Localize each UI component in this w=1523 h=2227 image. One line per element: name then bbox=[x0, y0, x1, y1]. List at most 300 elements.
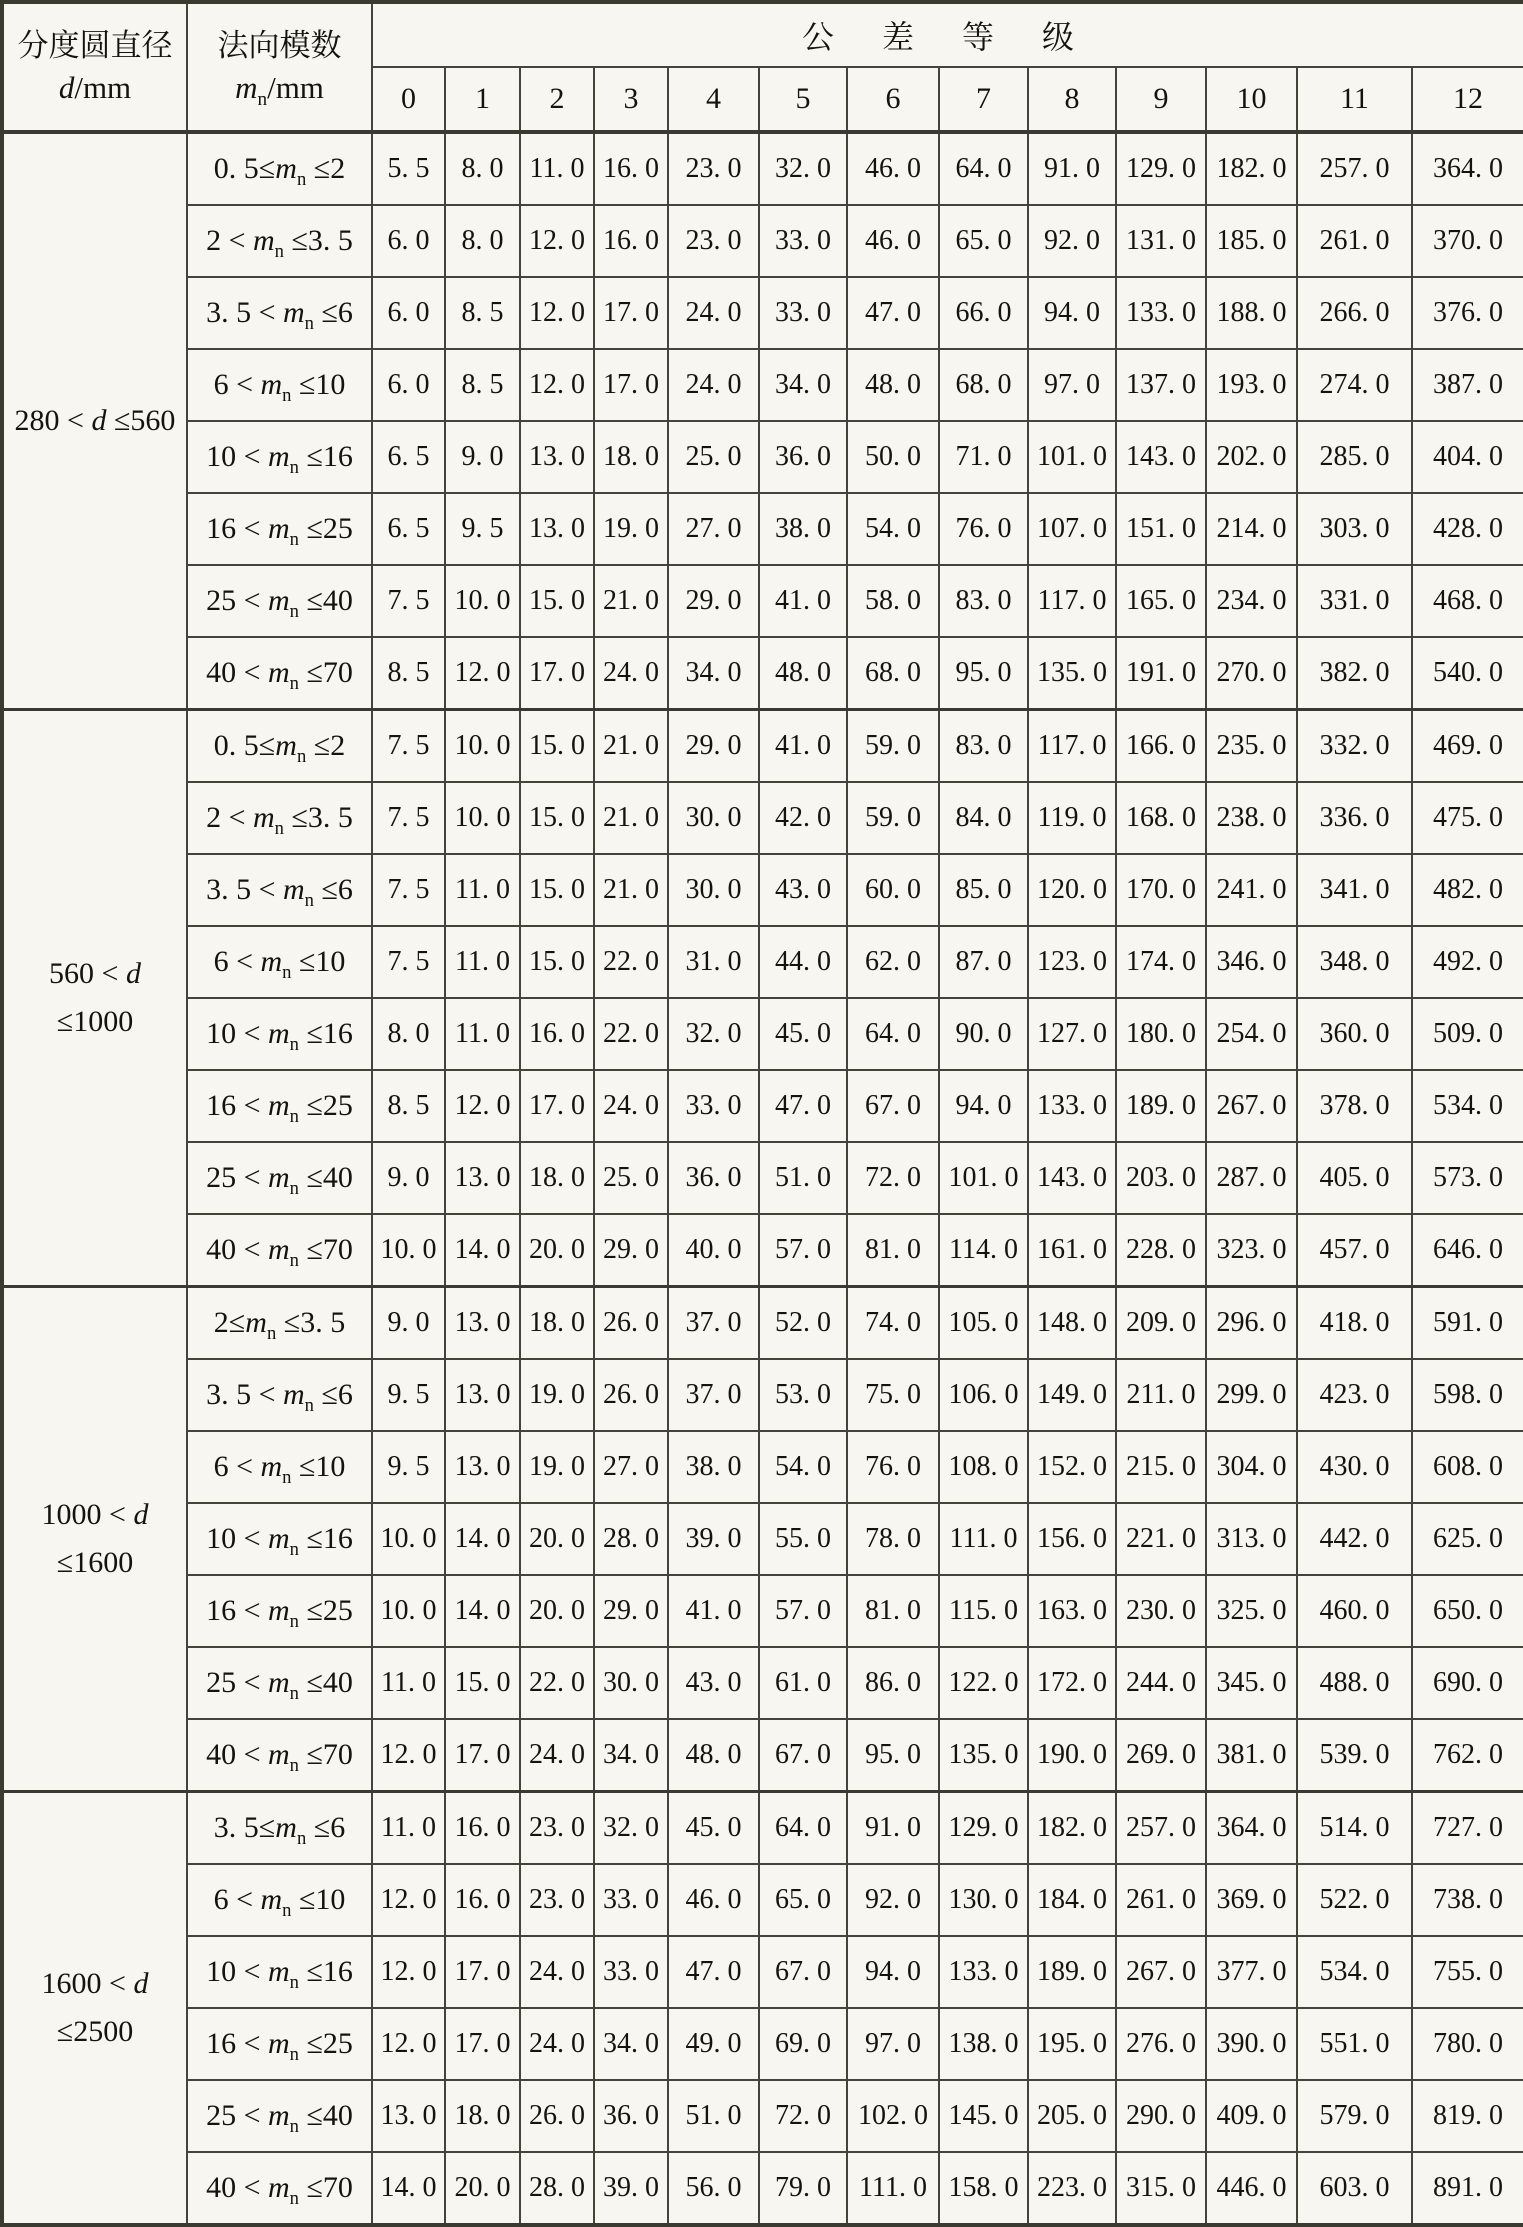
value-cell: 145. 0 bbox=[939, 2080, 1028, 2152]
module-range-label: $10 < m_n \le 16$ bbox=[187, 1503, 372, 1575]
value-cell: 25. 0 bbox=[594, 1142, 668, 1214]
value-cell: 20. 0 bbox=[520, 1214, 594, 1287]
value-cell: 24. 0 bbox=[520, 1719, 594, 1792]
value-cell: 151. 0 bbox=[1116, 493, 1206, 565]
value-cell: 180. 0 bbox=[1116, 998, 1206, 1070]
grade-col-header: 2 bbox=[520, 67, 594, 132]
value-cell: 195. 0 bbox=[1028, 2008, 1116, 2080]
value-cell: 287. 0 bbox=[1206, 1142, 1297, 1214]
value-cell: 11. 0 bbox=[372, 1647, 445, 1719]
value-cell: 10. 0 bbox=[372, 1503, 445, 1575]
value-cell: 332. 0 bbox=[1297, 710, 1412, 783]
value-cell: 127. 0 bbox=[1028, 998, 1116, 1070]
value-cell: 274. 0 bbox=[1297, 349, 1412, 421]
value-cell: 81. 0 bbox=[847, 1214, 939, 1287]
value-cell: 223. 0 bbox=[1028, 2152, 1116, 2225]
value-cell: 14. 0 bbox=[445, 1575, 520, 1647]
table-row bbox=[2, 493, 1523, 565]
module-range-label: $2 < m_n \le 3$. 5 bbox=[187, 205, 372, 277]
value-cell: 26. 0 bbox=[594, 1359, 668, 1431]
value-cell: 120. 0 bbox=[1028, 854, 1116, 926]
value-cell: 738. 0 bbox=[1412, 1864, 1523, 1936]
value-cell: 15. 0 bbox=[520, 710, 594, 783]
value-cell: 45. 0 bbox=[759, 998, 847, 1070]
value-cell: 24. 0 bbox=[594, 637, 668, 710]
value-cell: 650. 0 bbox=[1412, 1575, 1523, 1647]
value-cell: 285. 0 bbox=[1297, 421, 1412, 493]
value-cell: 727. 0 bbox=[1412, 1792, 1523, 1865]
value-cell: 17. 0 bbox=[445, 1719, 520, 1792]
value-cell: 123. 0 bbox=[1028, 926, 1116, 998]
value-cell: 418. 0 bbox=[1297, 1287, 1412, 1360]
value-cell: 47. 0 bbox=[759, 1070, 847, 1142]
value-cell: 46. 0 bbox=[847, 132, 939, 205]
value-cell: 39. 0 bbox=[594, 2152, 668, 2225]
value-cell: 364. 0 bbox=[1412, 132, 1523, 205]
value-cell: 47. 0 bbox=[847, 277, 939, 349]
value-cell: 323. 0 bbox=[1206, 1214, 1297, 1287]
value-cell: 303. 0 bbox=[1297, 493, 1412, 565]
value-cell: 59. 0 bbox=[847, 710, 939, 783]
value-cell: 67. 0 bbox=[847, 1070, 939, 1142]
value-cell: 129. 0 bbox=[1116, 132, 1206, 205]
value-cell: 18. 0 bbox=[520, 1287, 594, 1360]
value-cell: 152. 0 bbox=[1028, 1431, 1116, 1503]
value-cell: 18. 0 bbox=[520, 1142, 594, 1214]
value-cell: 143. 0 bbox=[1116, 421, 1206, 493]
value-cell: 257. 0 bbox=[1297, 132, 1412, 205]
value-cell: 42. 0 bbox=[759, 782, 847, 854]
value-cell: 83. 0 bbox=[939, 565, 1028, 637]
value-cell: 299. 0 bbox=[1206, 1359, 1297, 1431]
value-cell: 166. 0 bbox=[1116, 710, 1206, 783]
value-cell: 267. 0 bbox=[1206, 1070, 1297, 1142]
value-cell: 266. 0 bbox=[1297, 277, 1412, 349]
value-cell: 522. 0 bbox=[1297, 1864, 1412, 1936]
grade-col-header: 12 bbox=[1412, 67, 1523, 132]
value-cell: 29. 0 bbox=[668, 565, 759, 637]
value-cell: 13. 0 bbox=[445, 1142, 520, 1214]
value-cell: 20. 0 bbox=[520, 1575, 594, 1647]
grade-col-header: 4 bbox=[668, 67, 759, 132]
module-header-title: 法向模数 bbox=[217, 28, 342, 64]
table-row bbox=[2, 854, 1523, 926]
value-cell: 101. 0 bbox=[939, 1142, 1028, 1214]
value-cell: 12. 0 bbox=[372, 1936, 445, 2008]
value-cell: 10. 0 bbox=[445, 782, 520, 854]
value-cell: 228. 0 bbox=[1116, 1214, 1206, 1287]
value-cell: 261. 0 bbox=[1297, 205, 1412, 277]
value-cell: 215. 0 bbox=[1116, 1431, 1206, 1503]
value-cell: 8. 5 bbox=[445, 349, 520, 421]
value-cell: 32. 0 bbox=[668, 998, 759, 1070]
value-cell: 34. 0 bbox=[668, 637, 759, 710]
table-row bbox=[2, 710, 1523, 783]
value-cell: 91. 0 bbox=[847, 1792, 939, 1865]
value-cell: 690. 0 bbox=[1412, 1647, 1523, 1719]
value-cell: 296. 0 bbox=[1206, 1287, 1297, 1360]
value-cell: 423. 0 bbox=[1297, 1359, 1412, 1431]
value-cell: 9. 0 bbox=[372, 1287, 445, 1360]
value-cell: 482. 0 bbox=[1412, 854, 1523, 926]
value-cell: 457. 0 bbox=[1297, 1214, 1412, 1287]
value-cell: 168. 0 bbox=[1116, 782, 1206, 854]
value-cell: 23. 0 bbox=[520, 1792, 594, 1865]
value-cell: 780. 0 bbox=[1412, 2008, 1523, 2080]
value-cell: 221. 0 bbox=[1116, 1503, 1206, 1575]
value-cell: 19. 0 bbox=[594, 493, 668, 565]
value-cell: 202. 0 bbox=[1206, 421, 1297, 493]
value-cell: 405. 0 bbox=[1297, 1142, 1412, 1214]
value-cell: 69. 0 bbox=[759, 2008, 847, 2080]
value-cell: 156. 0 bbox=[1028, 1503, 1116, 1575]
value-cell: 190. 0 bbox=[1028, 1719, 1116, 1792]
value-cell: 14. 0 bbox=[372, 2152, 445, 2225]
value-cell: 539. 0 bbox=[1297, 1719, 1412, 1792]
value-cell: 17. 0 bbox=[520, 637, 594, 710]
value-cell: 23. 0 bbox=[520, 1864, 594, 1936]
value-cell: 269. 0 bbox=[1116, 1719, 1206, 1792]
table-row bbox=[2, 782, 1523, 854]
value-cell: 460. 0 bbox=[1297, 1575, 1412, 1647]
value-cell: 244. 0 bbox=[1116, 1647, 1206, 1719]
value-cell: 377. 0 bbox=[1206, 1936, 1297, 2008]
table-row bbox=[2, 2008, 1523, 2080]
value-cell: 56. 0 bbox=[668, 2152, 759, 2225]
value-cell: 76. 0 bbox=[939, 493, 1028, 565]
value-cell: 64. 0 bbox=[759, 1792, 847, 1865]
table-row bbox=[2, 349, 1523, 421]
value-cell: 12. 0 bbox=[372, 1864, 445, 1936]
value-cell: 509. 0 bbox=[1412, 998, 1523, 1070]
module-column-header bbox=[187, 2, 372, 132]
value-cell: 133. 0 bbox=[939, 1936, 1028, 2008]
value-cell: 48. 0 bbox=[668, 1719, 759, 1792]
table-row bbox=[2, 132, 1523, 205]
value-cell: 15. 0 bbox=[520, 565, 594, 637]
value-cell: 446. 0 bbox=[1206, 2152, 1297, 2225]
value-cell: 119. 0 bbox=[1028, 782, 1116, 854]
diameter-group-label: 560 < d ≤1000 bbox=[2, 710, 187, 1287]
value-cell: 762. 0 bbox=[1412, 1719, 1523, 1792]
value-cell: 76. 0 bbox=[847, 1431, 939, 1503]
table-row bbox=[2, 1214, 1523, 1287]
table-header bbox=[2, 2, 1523, 132]
grade-col-header: 6 bbox=[847, 67, 939, 132]
value-cell: 31. 0 bbox=[668, 926, 759, 998]
table-row bbox=[2, 1070, 1523, 1142]
value-cell: 59. 0 bbox=[847, 782, 939, 854]
value-cell: 36. 0 bbox=[759, 421, 847, 493]
value-cell: 117. 0 bbox=[1028, 565, 1116, 637]
value-cell: 163. 0 bbox=[1028, 1575, 1116, 1647]
table-row bbox=[2, 277, 1523, 349]
value-cell: 107. 0 bbox=[1028, 493, 1116, 565]
table-row bbox=[2, 205, 1523, 277]
value-cell: 241. 0 bbox=[1206, 854, 1297, 926]
value-cell: 625. 0 bbox=[1412, 1503, 1523, 1575]
value-cell: 591. 0 bbox=[1412, 1287, 1523, 1360]
grade-header: 公 差 等 级 bbox=[372, 2, 1523, 67]
table-row bbox=[2, 1936, 1523, 2008]
value-cell: 94. 0 bbox=[847, 1936, 939, 2008]
table-row bbox=[2, 998, 1523, 1070]
value-cell: 72. 0 bbox=[759, 2080, 847, 2152]
table-row bbox=[2, 1359, 1523, 1431]
value-cell: 94. 0 bbox=[1028, 277, 1116, 349]
value-cell: 165. 0 bbox=[1116, 565, 1206, 637]
value-cell: 111. 0 bbox=[939, 1503, 1028, 1575]
value-cell: 10. 0 bbox=[445, 565, 520, 637]
value-cell: 55. 0 bbox=[759, 1503, 847, 1575]
value-cell: 22. 0 bbox=[594, 926, 668, 998]
value-cell: 409. 0 bbox=[1206, 2080, 1297, 2152]
table-row bbox=[2, 1575, 1523, 1647]
module-range-label: 3. $5\le m_n \le 6$ bbox=[187, 1792, 372, 1865]
module-range-label: 0. $5\le m_n \le 2$ bbox=[187, 710, 372, 783]
value-cell: 540. 0 bbox=[1412, 637, 1523, 710]
value-cell: 48. 0 bbox=[759, 637, 847, 710]
value-cell: 182. 0 bbox=[1206, 132, 1297, 205]
value-cell: 341. 0 bbox=[1297, 854, 1412, 926]
table-row bbox=[2, 1287, 1523, 1360]
value-cell: 234. 0 bbox=[1206, 565, 1297, 637]
value-cell: 106. 0 bbox=[939, 1359, 1028, 1431]
value-cell: 68. 0 bbox=[847, 637, 939, 710]
value-cell: 6. 5 bbox=[372, 493, 445, 565]
value-cell: 97. 0 bbox=[1028, 349, 1116, 421]
value-cell: 68. 0 bbox=[939, 349, 1028, 421]
value-cell: 430. 0 bbox=[1297, 1431, 1412, 1503]
value-cell: 10. 0 bbox=[372, 1575, 445, 1647]
value-cell: 404. 0 bbox=[1412, 421, 1523, 493]
value-cell: 83. 0 bbox=[939, 710, 1028, 783]
module-range-label: $40 < m_n \le 70$ bbox=[187, 1214, 372, 1287]
diameter-group-label: 280 < d ≤560 bbox=[2, 132, 187, 710]
value-cell: 74. 0 bbox=[847, 1287, 939, 1360]
table-row bbox=[2, 2080, 1523, 2152]
value-cell: 364. 0 bbox=[1206, 1792, 1297, 1865]
value-cell: 12. 0 bbox=[520, 205, 594, 277]
value-cell: 129. 0 bbox=[939, 1792, 1028, 1865]
value-cell: 9. 5 bbox=[372, 1431, 445, 1503]
value-cell: 22. 0 bbox=[594, 998, 668, 1070]
grade-col-header: 10 bbox=[1206, 67, 1297, 132]
value-cell: 214. 0 bbox=[1206, 493, 1297, 565]
value-cell: 9. 5 bbox=[445, 493, 520, 565]
table-row bbox=[2, 421, 1523, 493]
value-cell: 49. 0 bbox=[668, 2008, 759, 2080]
value-cell: 24. 0 bbox=[520, 2008, 594, 2080]
value-cell: 41. 0 bbox=[759, 710, 847, 783]
value-cell: 135. 0 bbox=[939, 1719, 1028, 1792]
value-cell: 25. 0 bbox=[668, 421, 759, 493]
value-cell: 71. 0 bbox=[939, 421, 1028, 493]
value-cell: 376. 0 bbox=[1412, 277, 1523, 349]
value-cell: 8. 5 bbox=[372, 1070, 445, 1142]
value-cell: 209. 0 bbox=[1116, 1287, 1206, 1360]
module-range-label: $16 < m_n \le 25$ bbox=[187, 2008, 372, 2080]
value-cell: 174. 0 bbox=[1116, 926, 1206, 998]
module-range-label: $16 < m_n \le 25$ bbox=[187, 1575, 372, 1647]
value-cell: 313. 0 bbox=[1206, 1503, 1297, 1575]
value-cell: 8. 5 bbox=[445, 277, 520, 349]
value-cell: 492. 0 bbox=[1412, 926, 1523, 998]
table-row bbox=[2, 1864, 1523, 1936]
value-cell: 16. 0 bbox=[594, 205, 668, 277]
value-cell: 7. 5 bbox=[372, 565, 445, 637]
value-cell: 270. 0 bbox=[1206, 637, 1297, 710]
value-cell: 11. 0 bbox=[372, 1792, 445, 1865]
value-cell: 19. 0 bbox=[520, 1431, 594, 1503]
value-cell: 257. 0 bbox=[1116, 1792, 1206, 1865]
value-cell: 390. 0 bbox=[1206, 2008, 1297, 2080]
value-cell: 12. 0 bbox=[520, 277, 594, 349]
value-cell: 57. 0 bbox=[759, 1575, 847, 1647]
value-cell: 47. 0 bbox=[668, 1936, 759, 2008]
value-cell: 34. 0 bbox=[594, 1719, 668, 1792]
diameter-group-label: 1000 < d ≤1600 bbox=[2, 1287, 187, 1792]
value-cell: 891. 0 bbox=[1412, 2152, 1523, 2225]
value-cell: 170. 0 bbox=[1116, 854, 1206, 926]
module-range-label: $25 < m_n \le 40$ bbox=[187, 1142, 372, 1214]
value-cell: 469. 0 bbox=[1412, 710, 1523, 783]
value-cell: 27. 0 bbox=[594, 1431, 668, 1503]
value-cell: 18. 0 bbox=[594, 421, 668, 493]
value-cell: 7. 5 bbox=[372, 854, 445, 926]
module-range-label: $40 < m_n \le 70$ bbox=[187, 2152, 372, 2225]
value-cell: 33. 0 bbox=[594, 1936, 668, 2008]
value-cell: 133. 0 bbox=[1116, 277, 1206, 349]
value-cell: 22. 0 bbox=[520, 1647, 594, 1719]
value-cell: 11. 0 bbox=[445, 926, 520, 998]
value-cell: 16. 0 bbox=[520, 998, 594, 1070]
module-range-label: $40 < m_n \le 70$ bbox=[187, 1719, 372, 1792]
value-cell: 172. 0 bbox=[1028, 1647, 1116, 1719]
value-cell: 188. 0 bbox=[1206, 277, 1297, 349]
value-cell: 28. 0 bbox=[594, 1503, 668, 1575]
module-header-unit: $m_n/mm$ bbox=[235, 70, 324, 111]
value-cell: 6. 5 bbox=[372, 421, 445, 493]
module-range-label: 3. $5 < m_n \le 6$ bbox=[187, 1359, 372, 1431]
diameter-column-header bbox=[2, 2, 187, 132]
value-cell: 41. 0 bbox=[668, 1575, 759, 1647]
value-cell: 52. 0 bbox=[759, 1287, 847, 1360]
value-cell: 12. 0 bbox=[372, 2008, 445, 2080]
value-cell: 24. 0 bbox=[520, 1936, 594, 2008]
value-cell: 230. 0 bbox=[1116, 1575, 1206, 1647]
value-cell: 64. 0 bbox=[847, 998, 939, 1070]
table-row bbox=[2, 1503, 1523, 1575]
value-cell: 21. 0 bbox=[594, 710, 668, 783]
value-cell: 111. 0 bbox=[847, 2152, 939, 2225]
value-cell: 65. 0 bbox=[759, 1864, 847, 1936]
value-cell: 64. 0 bbox=[939, 132, 1028, 205]
value-cell: 38. 0 bbox=[759, 493, 847, 565]
value-cell: 60. 0 bbox=[847, 854, 939, 926]
value-cell: 30. 0 bbox=[594, 1647, 668, 1719]
value-cell: 608. 0 bbox=[1412, 1431, 1523, 1503]
module-range-label: $16 < m_n \le 25$ bbox=[187, 493, 372, 565]
value-cell: 34. 0 bbox=[759, 349, 847, 421]
value-cell: 468. 0 bbox=[1412, 565, 1523, 637]
value-cell: 14. 0 bbox=[445, 1214, 520, 1287]
grade-col-header: 5 bbox=[759, 67, 847, 132]
value-cell: 8. 5 bbox=[372, 637, 445, 710]
value-cell: 40. 0 bbox=[668, 1214, 759, 1287]
table-row bbox=[2, 1719, 1523, 1792]
table-row bbox=[2, 1142, 1523, 1214]
value-cell: 17. 0 bbox=[520, 1070, 594, 1142]
value-cell: 15. 0 bbox=[520, 782, 594, 854]
value-cell: 115. 0 bbox=[939, 1575, 1028, 1647]
value-cell: 238. 0 bbox=[1206, 782, 1297, 854]
value-cell: 19. 0 bbox=[520, 1359, 594, 1431]
value-cell: 131. 0 bbox=[1116, 205, 1206, 277]
value-cell: 21. 0 bbox=[594, 782, 668, 854]
value-cell: 66. 0 bbox=[939, 277, 1028, 349]
value-cell: 97. 0 bbox=[847, 2008, 939, 2080]
value-cell: 9. 0 bbox=[445, 421, 520, 493]
value-cell: 203. 0 bbox=[1116, 1142, 1206, 1214]
value-cell: 6. 0 bbox=[372, 277, 445, 349]
grade-col-header: 7 bbox=[939, 67, 1028, 132]
value-cell: 94. 0 bbox=[939, 1070, 1028, 1142]
value-cell: 51. 0 bbox=[668, 2080, 759, 2152]
value-cell: 13. 0 bbox=[520, 493, 594, 565]
value-cell: 161. 0 bbox=[1028, 1214, 1116, 1287]
value-cell: 360. 0 bbox=[1297, 998, 1412, 1070]
value-cell: 43. 0 bbox=[759, 854, 847, 926]
module-range-label: $6 < m_n \le 10$ bbox=[187, 926, 372, 998]
value-cell: 191. 0 bbox=[1116, 637, 1206, 710]
value-cell: 33. 0 bbox=[759, 205, 847, 277]
grade-col-header: 9 bbox=[1116, 67, 1206, 132]
value-cell: 37. 0 bbox=[668, 1359, 759, 1431]
value-cell: 10. 0 bbox=[445, 710, 520, 783]
value-cell: 114. 0 bbox=[939, 1214, 1028, 1287]
value-cell: 7. 5 bbox=[372, 782, 445, 854]
value-cell: 54. 0 bbox=[847, 493, 939, 565]
value-cell: 315. 0 bbox=[1116, 2152, 1206, 2225]
table-row bbox=[2, 637, 1523, 710]
value-cell: 9. 0 bbox=[372, 1142, 445, 1214]
value-cell: 603. 0 bbox=[1297, 2152, 1412, 2225]
value-cell: 39. 0 bbox=[668, 1503, 759, 1575]
value-cell: 54. 0 bbox=[759, 1431, 847, 1503]
value-cell: 189. 0 bbox=[1116, 1070, 1206, 1142]
value-cell: 254. 0 bbox=[1206, 998, 1297, 1070]
value-cell: 57. 0 bbox=[759, 1214, 847, 1287]
value-cell: 85. 0 bbox=[939, 854, 1028, 926]
value-cell: 193. 0 bbox=[1206, 349, 1297, 421]
value-cell: 43. 0 bbox=[668, 1647, 759, 1719]
value-cell: 130. 0 bbox=[939, 1864, 1028, 1936]
value-cell: 184. 0 bbox=[1028, 1864, 1116, 1936]
value-cell: 45. 0 bbox=[668, 1792, 759, 1865]
value-cell: 81. 0 bbox=[847, 1575, 939, 1647]
value-cell: 86. 0 bbox=[847, 1647, 939, 1719]
value-cell: 211. 0 bbox=[1116, 1359, 1206, 1431]
value-cell: 34. 0 bbox=[594, 2008, 668, 2080]
value-cell: 61. 0 bbox=[759, 1647, 847, 1719]
value-cell: 488. 0 bbox=[1297, 1647, 1412, 1719]
value-cell: 15. 0 bbox=[520, 854, 594, 926]
value-cell: 428. 0 bbox=[1412, 493, 1523, 565]
value-cell: 137. 0 bbox=[1116, 349, 1206, 421]
value-cell: 117. 0 bbox=[1028, 710, 1116, 783]
value-cell: 261. 0 bbox=[1116, 1864, 1206, 1936]
